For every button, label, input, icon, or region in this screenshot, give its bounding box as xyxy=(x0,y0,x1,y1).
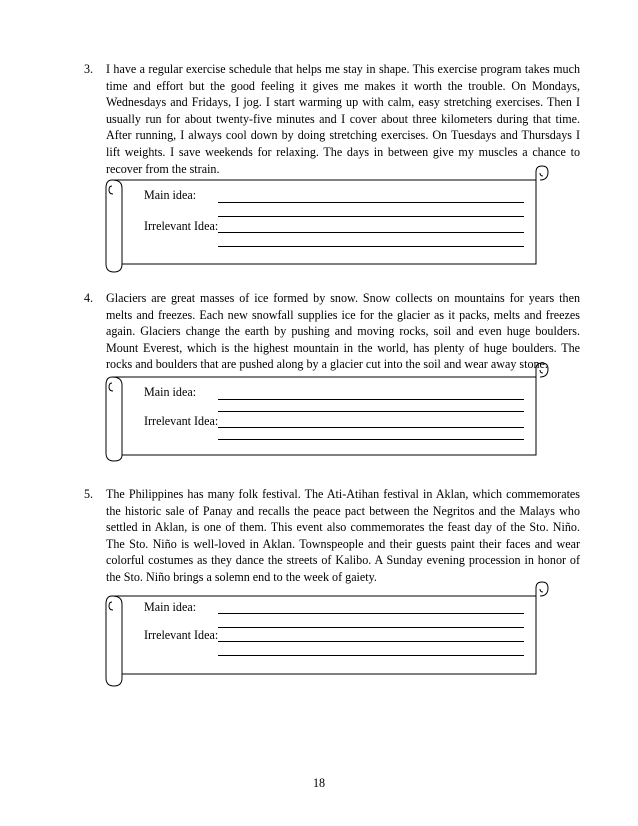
irrelevant-idea-answer-line-2[interactable] xyxy=(218,439,524,440)
item-paragraph: The Philippines has many folk festival. The Ati-Atihan festival in Aklan, which commemorates the historic sale of Panay and recalls the peace pact between the Negritos and the Malays who settled in Aklan, is one of them. This event also commemorates the feast day of the Sto. Niño. The Sto. Niño is well-loved in Aklan. Townspeople and their guests paint their faces and wear colorful costumes as they dance the streets of Kalibo. A Sunday evening procession in honor of the Sto. Niño brings a solemn end to the week of gaiety. xyxy=(106,487,580,584)
answer-scroll-4 xyxy=(100,363,546,463)
main-idea-label: Main idea: xyxy=(144,385,197,399)
irrelevant-idea-answer-line[interactable] xyxy=(218,641,524,642)
irrelevant-idea-label: Irrelevant Idea: xyxy=(144,219,219,233)
scroll-border-icon xyxy=(100,363,546,463)
irrelevant-idea-answer-line[interactable] xyxy=(218,427,524,428)
irrelevant-idea-label: Irrelevant Idea: xyxy=(144,414,219,428)
main-idea-answer-line[interactable] xyxy=(218,202,524,203)
main-idea-answer-line-2[interactable] xyxy=(218,627,524,628)
answer-scroll-3 xyxy=(100,166,546,266)
main-idea-answer-line-2[interactable] xyxy=(218,216,524,217)
irrelevant-idea-label: Irrelevant Idea: xyxy=(144,628,219,642)
page-number: 18 xyxy=(312,776,326,790)
main-idea-label: Main idea: xyxy=(144,188,197,202)
answer-scroll-5 xyxy=(100,582,546,682)
item-number: 5. xyxy=(84,487,94,501)
item-number: 4. xyxy=(84,291,94,305)
irrelevant-idea-answer-line-2[interactable] xyxy=(218,655,524,656)
exercise-item-5 xyxy=(84,486,580,586)
exercise-item-4 xyxy=(84,290,580,373)
exercise-item-3 xyxy=(84,61,580,177)
irrelevant-idea-answer-line-2[interactable] xyxy=(218,246,524,247)
item-number: 3. xyxy=(84,62,94,76)
item-paragraph: I have a regular exercise schedule that helps me stay in shape. This exercise program takes much time and effort but the good feeling it gives me makes it worth the trouble. On Mondays, Wednesdays and Fridays, I jog. I start warming up with calm, easy stretching exercises. Then I usually run for about twenty-five minutes and I cover about three kilometers during that time. After running, I always cool down by doing stretching exercises. On Tuesdays and Thursdays I lift weights. I save weekends for relaxing. The days in between give my muscles a chance to recover from the strain. xyxy=(106,62,580,176)
main-idea-label: Main idea: xyxy=(144,600,197,614)
main-idea-answer-line-2[interactable] xyxy=(218,411,524,412)
main-idea-answer-line[interactable] xyxy=(218,399,524,400)
main-idea-answer-line[interactable] xyxy=(218,613,524,614)
irrelevant-idea-answer-line[interactable] xyxy=(218,232,524,233)
item-paragraph: Glaciers are great masses of ice formed by snow. Snow collects on mountains for years then melts and freezes. Each new snowfall supplies ice for the glacier as it packs, melts and freezes again. Glaciers change the earth by pushing and moving rocks, soil and even huge boulders. Mount Everest, which is the highest mountain in the world, has plenty of huge boulders. The rocks and boulders that are pushed along by a glacier cut into the soil and wear away stone. xyxy=(106,291,580,372)
